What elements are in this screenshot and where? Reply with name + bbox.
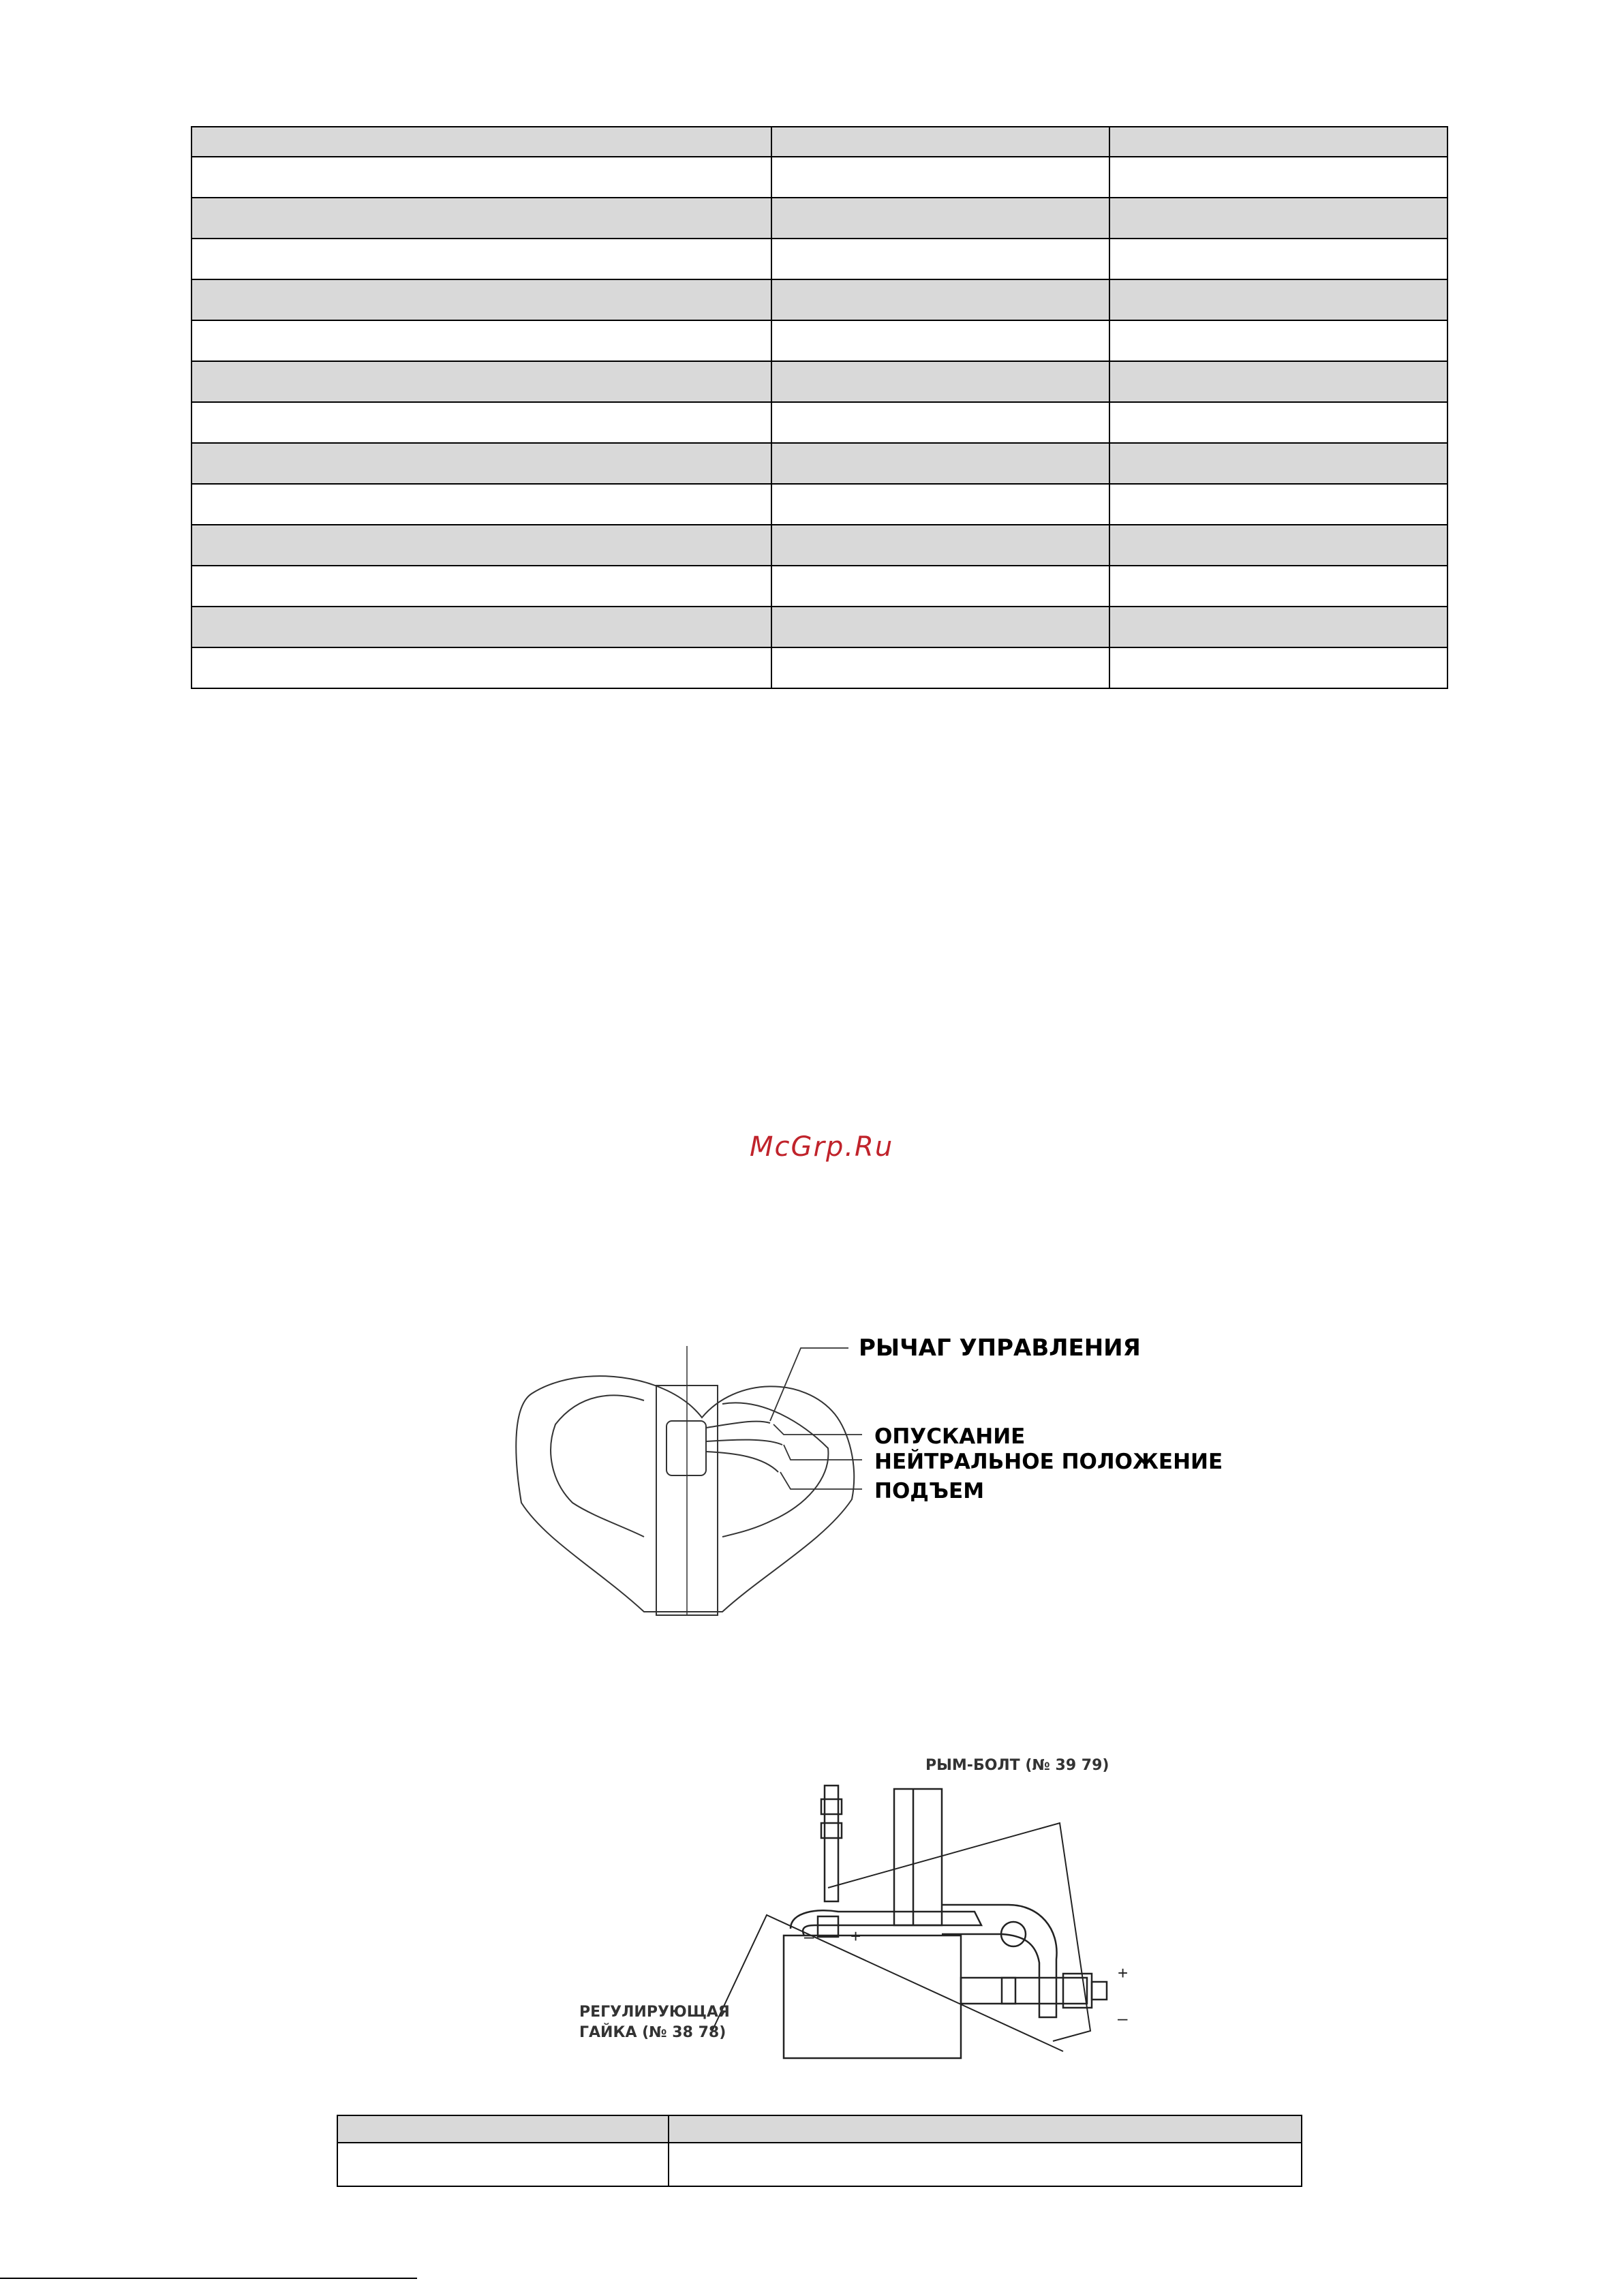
table-cell xyxy=(771,566,1109,607)
table-cell xyxy=(191,566,771,607)
table-cell xyxy=(1109,443,1447,484)
table-cell xyxy=(191,198,771,239)
label-adjusting-nut-line1: РЕГУЛИРУЮЩАЯ xyxy=(579,2004,730,2021)
table-cell xyxy=(191,239,771,279)
table-cell xyxy=(1109,157,1447,198)
table-cell xyxy=(191,320,771,361)
label-adjusting-nut-line2: ГАЙКА (№ 38 78) xyxy=(579,2024,726,2041)
table-cell xyxy=(669,2143,1302,2186)
table-cell xyxy=(191,127,771,157)
table-row xyxy=(191,647,1447,688)
label-eye-bolt: РЫМ-БОЛТ (№ 39 79) xyxy=(925,1757,1109,1774)
table-cell xyxy=(771,361,1109,402)
lever-position-lift xyxy=(706,1452,778,1472)
table-row xyxy=(191,566,1447,607)
table-cell xyxy=(1109,361,1447,402)
table-row xyxy=(191,239,1447,279)
leader-eyebolt xyxy=(828,1823,1090,2041)
table-cell xyxy=(191,157,771,198)
table-cell xyxy=(191,361,771,402)
side-rod xyxy=(961,1978,1087,2004)
label-lowering: ОПУСКАНИЕ xyxy=(874,1424,1026,1449)
table-cell xyxy=(191,647,771,688)
table-row xyxy=(191,402,1447,443)
table-cell xyxy=(1109,279,1447,320)
table-cell xyxy=(1109,402,1447,443)
table-row xyxy=(191,198,1447,239)
table-header-row xyxy=(337,2115,1302,2143)
control-lever-diagram xyxy=(504,1336,886,1636)
table-cell xyxy=(1109,239,1447,279)
table-row xyxy=(191,484,1447,525)
table-cell xyxy=(771,320,1109,361)
table-cell xyxy=(771,239,1109,279)
table-cell xyxy=(771,484,1109,525)
hook xyxy=(791,1910,981,1935)
adjustment-table xyxy=(337,2115,1302,2187)
handle-inner-left xyxy=(551,1395,644,1537)
table-cell xyxy=(1109,198,1447,239)
pivot-arm xyxy=(942,1905,1057,2017)
table-cell xyxy=(191,484,771,525)
table-cell xyxy=(771,127,1109,157)
table-cell xyxy=(191,607,771,647)
table-cell xyxy=(669,2115,1302,2143)
adjusting-nut-shape xyxy=(818,1916,838,1937)
table-header-row xyxy=(191,127,1447,157)
base-block xyxy=(784,1935,961,2058)
table-cell xyxy=(191,279,771,320)
table-cell xyxy=(337,2115,669,2143)
table-row xyxy=(191,361,1447,402)
table-cell xyxy=(191,443,771,484)
label-control-lever: РЫЧАГ УПРАВЛЕНИЯ xyxy=(859,1334,1141,1362)
sign-plus-left: + xyxy=(851,1926,861,1946)
table-cell xyxy=(191,525,771,566)
table-row xyxy=(337,2143,1302,2186)
leader-lower xyxy=(773,1424,862,1435)
table-cell xyxy=(1109,566,1447,607)
table-row xyxy=(191,525,1447,566)
table-row xyxy=(191,279,1447,320)
table-cell xyxy=(1109,647,1447,688)
table-cell xyxy=(191,402,771,443)
table-cell xyxy=(771,279,1109,320)
lever-position-lower xyxy=(706,1422,770,1428)
table-cell xyxy=(771,607,1109,647)
label-neutral-position: НЕЙТРАЛЬНОЕ ПОЛОЖЕНИЕ xyxy=(874,1450,1223,1474)
table-cell xyxy=(1109,525,1447,566)
vertical-post xyxy=(894,1789,942,1925)
table-row xyxy=(191,607,1447,647)
table-cell xyxy=(1109,607,1447,647)
threaded-rod xyxy=(825,1786,838,1901)
table-cell xyxy=(771,443,1109,484)
table-cell xyxy=(771,198,1109,239)
table-row xyxy=(191,157,1447,198)
adjustment-diagram xyxy=(681,1758,1172,2085)
label-lifting: ПОДЪЕМ xyxy=(874,1479,985,1503)
lever-block xyxy=(667,1421,706,1475)
table-cell xyxy=(771,525,1109,566)
table-cell xyxy=(337,2143,669,2186)
footnote-separator xyxy=(0,2278,417,2279)
table-cell xyxy=(1109,127,1447,157)
table-row xyxy=(191,443,1447,484)
leader-lever xyxy=(770,1348,848,1421)
table-row xyxy=(191,320,1447,361)
table-cell xyxy=(771,402,1109,443)
table-cell xyxy=(1109,484,1447,525)
table-cell xyxy=(771,157,1109,198)
table-cell xyxy=(771,647,1109,688)
handle-outer-outline xyxy=(516,1376,854,1612)
spec-table xyxy=(191,126,1448,689)
sign-plus-right: + xyxy=(1118,1963,1129,1983)
sign-minus-right: – xyxy=(1118,2008,1128,2028)
table-cell xyxy=(1109,320,1447,361)
watermark: McGrp.Ru xyxy=(750,1131,894,1163)
sign-minus-left: – xyxy=(804,1926,814,1946)
